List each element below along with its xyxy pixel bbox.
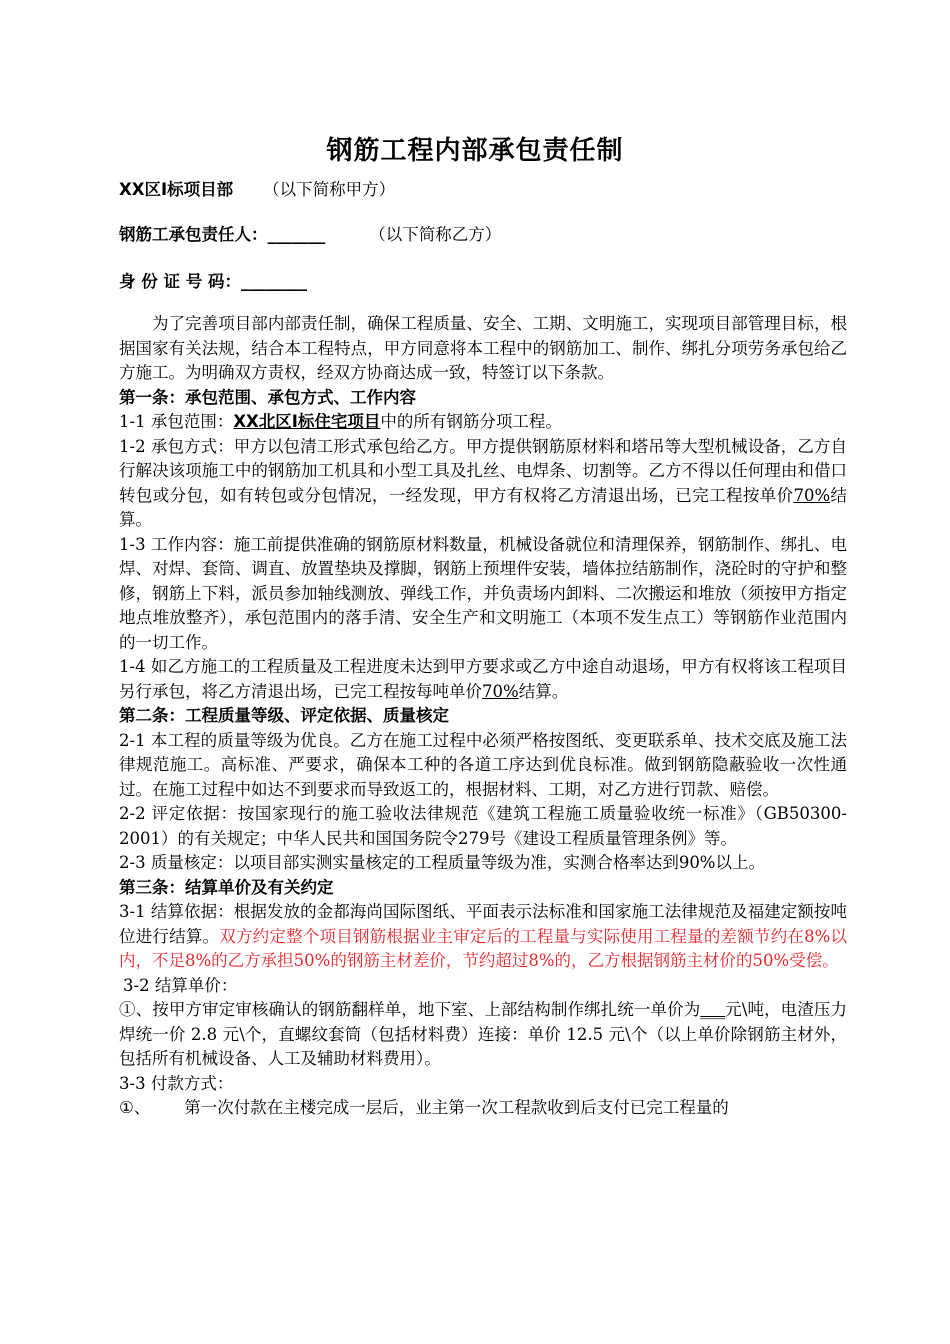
- clause-1-1: [119, 410, 847, 435]
- clause-1-4: [119, 655, 847, 704]
- clause-3-3-item: [119, 1096, 847, 1121]
- clause-3-3-item-number: ①、: [119, 1098, 151, 1117]
- section-2-heading: 第二条：工程质量等级、评定依据、质量核定: [119, 706, 449, 725]
- clause-3-1-red-text: 双方约定整个项目钢筋根据业主审定后的工程量与实际使用工程量的差额节约在8%以内，不足8%的乙方承担50%的钢筋主材差价，节约超过8%的，乙方根据钢筋主材价的50%受偿。: [119, 926, 847, 970]
- clause-1-4-end: 结算。: [518, 681, 569, 701]
- project-name: XX北区Ⅰ标住宅项目: [233, 412, 381, 431]
- clause-1-3: 1-3 工作内容：施工前提供准确的钢筋原材料数量，机械设备就位和清理保养，钢筋制作、绑扎、电焊、对焊、套筒、调直、放置垫块及撑脚，钢筋上预埋件安装，墙体拉结筋制作，浇砼时的守护和整修，钢筋上下料，派员参加轴线测放、弹线工作，并负责场内卸料、二次搬运和堆放（须按甲方指定地点堆放整齐），承包范围内的落手清、安全生产和文明施工（本项不发生点工）等钢筋作业范围内的一切工作。: [119, 534, 847, 652]
- clause-3-2-text-end: 元\吨，电渣压力焊统一价 2.8 元\个，直螺纹套筒（包括材料费）连接：单价 12.5 元\个（以上单价除钢筋主材外，包括所有机械设备、人工及辅助材料费用）。: [119, 1000, 848, 1068]
- id-card-blank: ________: [240, 272, 307, 291]
- party-b-label: 钢筋工承包责任人：: [119, 225, 268, 244]
- clause-1-4-percent: 70%: [482, 681, 519, 701]
- id-card-line: [119, 268, 307, 292]
- party-b-blank: _______: [267, 225, 326, 244]
- id-card-label: 身 份 证 号 码：: [119, 272, 241, 291]
- clause-1-4-text: 1-4 如乙方施工的工程质量及工程进度未达到甲方要求或乙方中途自动退场，甲方有权将该工程项目另行承包，将乙方清退出场，已完工程按每吨单价: [119, 657, 847, 701]
- clause-1-2-end: 结算。: [119, 485, 848, 529]
- party-b-line: [119, 221, 501, 245]
- clause-2-3: 2-3 质量核定：以项目部实测实量核定的工程质量等级为准，实测合格率达到90%以上。: [119, 853, 765, 872]
- document-body: [119, 312, 847, 1121]
- party-a-note: （以下简称甲方）: [263, 180, 396, 199]
- clause-1-2-text: 1-2 承包方式：甲方以包清工形式承包给乙方。甲方提供钢筋原材料和塔吊等大型机械设备，乙方自行解决该项施工中的钢筋加工机具和小型工具及扎丝、电焊条、切割等。乙方不得以任何理由和借口转包或分包，如有转包或分包情况，一经发现，甲方有权将乙方清退出场，已完工程按单价: [119, 436, 847, 505]
- clause-3-1-text: 3-1 结算依据：根据发放的金都海尚国际图纸、平面表示法标准和国家施工法律规范及福建定额按吨位进行结算。: [119, 902, 847, 946]
- clause-1-2: [119, 435, 847, 533]
- clause-2-2: 2-2 评定依据：按国家现行的施工验收法律规范《建筑工程施工质量验收统一标准》（GB50300-2001）的有关规定；中华人民共和国国务院令279号《建设工程质量管理条例》等。: [119, 804, 847, 848]
- clause-2-1: 2-1 本工程的质量等级为优良。乙方在施工过程中必须严格按图纸、变更联系单、技术交底及施工法律规范施工。高标准、严要求，确保本工种的各道工序达到优良标准。做到钢筋隐蔽验收一次性通过。在施工过程中如达不到要求而导致返工的，根据材料、工期，对乙方进行罚款、赔偿。: [119, 730, 847, 799]
- clause-1-2-percent: 70%: [793, 485, 831, 505]
- party-a-line: [119, 176, 395, 200]
- document-title: 钢筋工程内部承包责任制: [326, 136, 624, 166]
- clause-3-3-heading: 3-3 付款方式：: [119, 1073, 234, 1093]
- clause-3-2-heading: 3-2 结算单价：: [123, 975, 238, 995]
- clause-3-2-text: ①、按甲方审定审核确认的钢筋翻样单，地下室、上部结构制作绑扎统一单价为: [119, 1000, 701, 1019]
- clause-1-1-text: 中的所有钢筋分项工程。: [380, 412, 562, 431]
- clause-1-1-label: 1-1 承包范围：: [119, 412, 234, 431]
- section-1-heading: 第一条：承包范围、承包方式、工作内容: [119, 387, 416, 407]
- clause-3-2-item: [119, 998, 847, 1072]
- intro-paragraph: 为了完善项目部内部责任制，确保工程质量、安全、工期、文明施工，实现项目部管理目标，根据国家有关法规，结合本工程特点，甲方同意将本工程中的钢筋加工、制作、绑扎分项劳务承包给乙方施工。为明确双方责权，经双方协商达成一致，特签订以下条款。: [119, 314, 847, 382]
- clause-3-1: [119, 900, 847, 974]
- party-b-note: （以下简称乙方）: [369, 225, 502, 244]
- clause-3-3-item-text: 第一次付款在主楼完成一层后，业主第一次工程款收到后支付已完工程量的: [184, 1098, 729, 1117]
- party-a-name: XX区Ⅰ标项目部: [119, 180, 234, 199]
- unit-price-blank: ___: [700, 1000, 726, 1019]
- section-3-heading: 第三条：结算单价及有关约定: [119, 877, 334, 897]
